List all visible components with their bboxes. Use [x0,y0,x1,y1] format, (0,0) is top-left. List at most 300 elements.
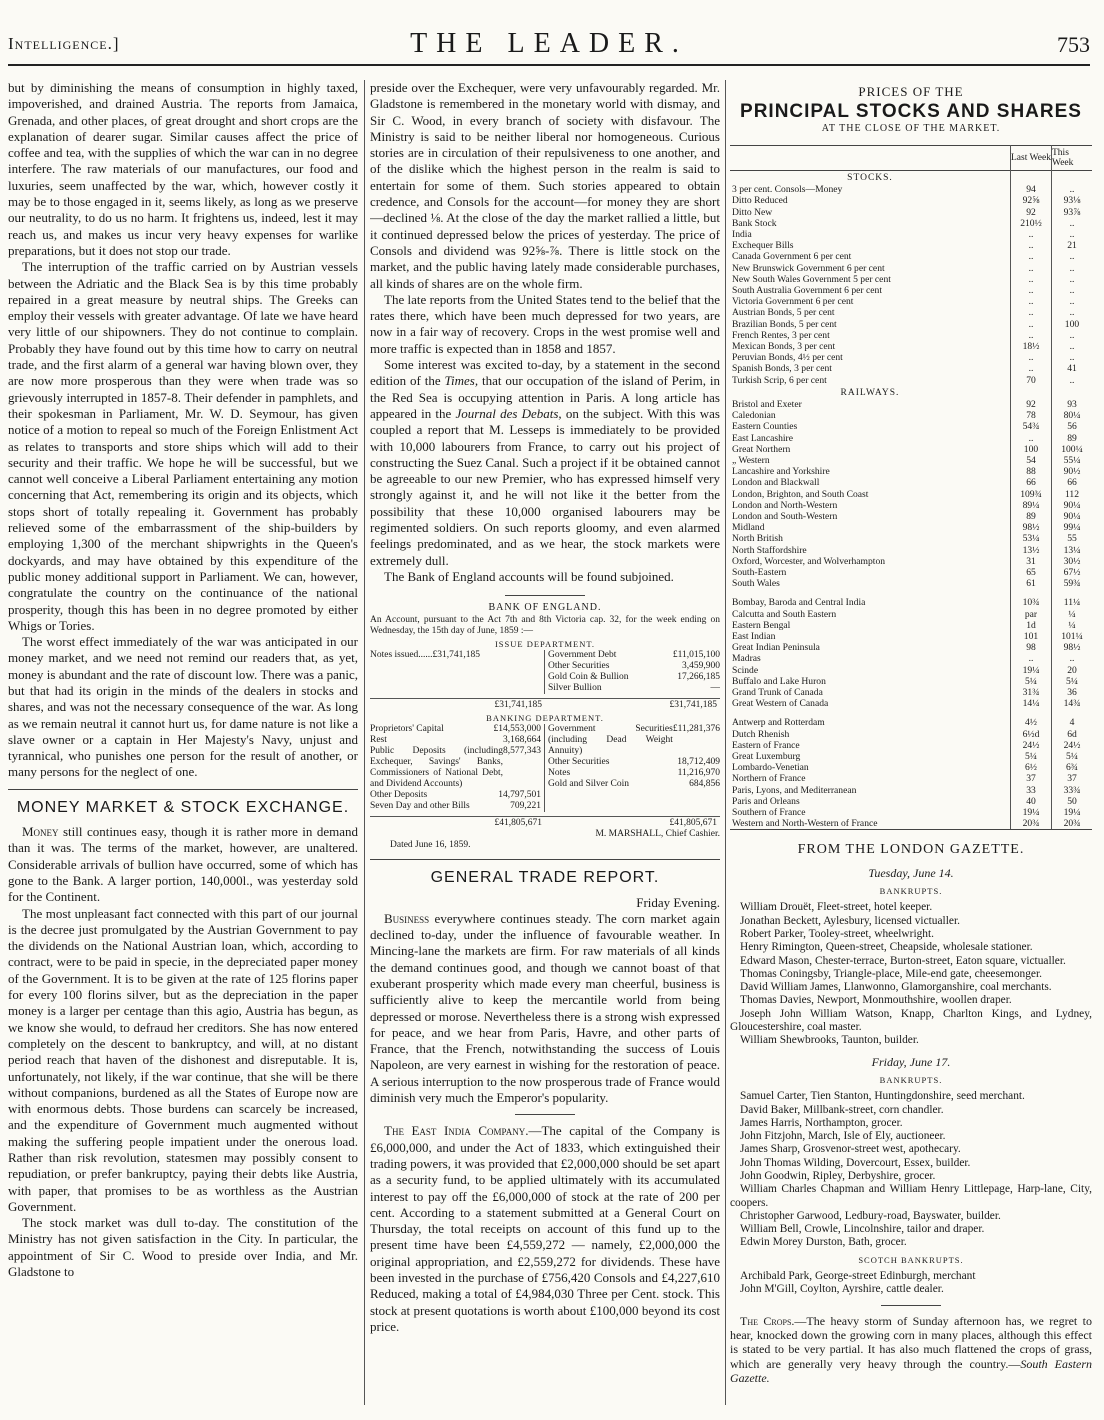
masthead-title: THE LEADER. [410,28,688,59]
last-week-price: 109¾ [1011,489,1052,500]
last-week-price: 37 [1011,773,1052,784]
last-week-price: 54¾ [1011,421,1052,432]
stock-name: Scinde [732,664,759,676]
account-label: Notes [548,768,571,779]
table-row [730,729,1092,740]
last-week-price: 13½ [1011,545,1052,556]
list-item: James Sharp, Grosvenor-street west, apothecary. [740,1143,961,1156]
last-week-price: 92 [1011,399,1052,410]
last-week-price: 92⅝ [1011,195,1052,206]
this-week-price: .. [1052,330,1093,341]
banking-department [370,724,720,812]
stock-name: East Indian [732,631,776,643]
issue-department-title: ISSUE DEPARTMENT. [494,639,596,650]
last-week-price: .. [1011,296,1052,307]
paragraph-part: Times, [444,373,479,389]
paragraph: The worst effect immediately of the war was anticipated in our money market, and we need not remind our readers that, as yet, money is abundant and the rate of discount low. There was a panic, but that had its origin in the minds of the dealers in stocks and shares, and was not the necessary consequence of the war. As long as we remain neutral it cannot hurt us, for dame nature is not like a slave owner or a captain in Her Majesty's Navy, unjust and tyrannical, who punishes one person for the result of another, or many persons for the neglect of one. [8,634,358,780]
page-header [8,30,1090,66]
header-last-week: Last Week [1011,145,1052,170]
this-week-price: 21 [1052,240,1093,251]
last-week-price: 53¼ [1011,533,1052,544]
last-week-price: .. [1011,263,1052,274]
account-label: Proprietors' Capital [370,724,444,735]
list-item: David Baker, Millbank-street, corn chandler. [740,1103,944,1116]
paragraph: but by diminishing the means of consumption in highly taxed, impoverished, and drained Austria. The reports from Jamaica, Grenada, and other places, of great drought and short crops are the explanation of dearer sugar. Similar causes affect the price of coffee and tea, with the supplies of which the war can in no degree interfere. The raw materials of our manufactures, our food and luxuries, seem unaffected by the war, which, however costly it may be to those engaged in it, seems likely, as long as we preserve our neutrality, to do us no harm. It frightens us, indeed, lest it may reach us, and makes us incur very heavy expenses for warlike preparations, but it does not stop our trade. [8,80,358,258]
this-week-price: 93⅞ [1052,207,1093,218]
this-week-price: 55¼ [1052,455,1093,466]
table-row [730,751,1092,762]
table-row [730,698,1092,709]
this-week-price: 55 [1052,533,1093,544]
stock-name: Eastern Counties [732,421,798,433]
paragraph: The interruption of the traffic carried on by Austrian vessels between the Adriatic and the Black Sea is by this time probably repaired in a great measure by neutral ships. The Greeks can employ their vessels with greater advantage. Of late we have heard very little of our shipowners. They do not continue to complain. Probably they have found out by this time how to carry on neutral trade, and the first alarm of a general war having blown over, they are now more prosperous than they were when trade was so grievously interrupted in 1857-8. Their defender in pamphlets, and their spokesman in Parliament, Mr. W. D. Seymour, has given notice of a motion to repeal so much of the Foreign Enlistment Act as relates to transports and store ships which will add to their security and their traffic. We hope he will be successful, but we cannot well conceive a Liberal Parliament entertaining any motion concerning that Act, remembering its origin and its objects, which stops short of totally repealing it. Government has probably relieved some of the embarrassment of the ship-builders by employing 1,300 of the merchant shipwrights in the Queen's dockyards, and may have obtained by this expenditure of the public money additional support in Parliament. We can, however, congratulate the country on the continuance of the national prosperity, though this has been in no degree promoted by either Whigs or Tories. [8,259,358,633]
this-week-price: 93 [1052,399,1093,410]
bank-title: BANK OF ENGLAND. [488,602,602,614]
this-week-price: 100¼ [1052,444,1093,455]
last-week-price: 98 [1011,642,1052,653]
account-line [548,672,720,683]
page-number: 753 [1057,32,1090,57]
last-week-price: .. [1011,433,1052,444]
stock-name: South Australia Government 6 per cent [732,284,883,296]
stocks-table-body [730,170,1092,830]
table-row [730,609,1092,620]
stock-name: London and Blackwall [732,477,820,489]
account-label: Gold Coin & Bullion [548,672,629,683]
cell-blank [1052,386,1093,399]
list-item: Thomas Coningsby, Triangle-place, Mile-end gate, cheesemonger. [740,967,1042,980]
account-value: 709,221 [510,801,541,812]
list-item: William Drouët, Fleet-street, hotel keeper. [740,901,933,914]
table-row [730,229,1092,240]
stock-name: Dutch Rhenish [732,728,790,740]
paragraph: everywhere continues steady. The corn market again declined to-day, under the influence of favourable weather. In Mincing-lane the markets are firm. For raw materials of all kinds the demand continues good, and though we cannot boast of that exuberant prosperity which made every man cheerful, business is sufficiently alive to keep the mercantile world from being depressed or morose. Nevertheless there is a strong wish expressed for peace, and we hear from Paris, Havre, and other parts of France, that the French, notwithstanding the success of Louis Napoleon, are very earnest in wishing for the restoration of peace. A serious interruption to the now prosperous trade of France would diminish very much the Emperor's popularity. [370,910,720,1106]
table-row [730,676,1092,687]
trade-report-heading: GENERAL TRADE REPORT. [430,869,660,887]
total: £41,805,671 [494,818,542,829]
account-label: Gold and Silver Coin [548,779,630,790]
account-line [548,757,720,768]
this-week-price: .. [1052,184,1093,195]
account-value: 17,266,185 [677,672,720,683]
table-row [730,251,1092,262]
column-rule [725,80,726,1405]
last-week-price: 40 [1011,796,1052,807]
banking-right [545,724,720,812]
paragraph: preside over the Exchequer, were very unfavourably regarded. Mr. Gladstone is remembered in the monetary world with dismay, and Sir C. Wood, in every branch of society with disfavour. The Ministry is said to be neither liberal nor homogeneous. Curious stories are in circulation of their repulsiveness to one another, and of the dislike which the highest person in the realm is said to entertain for some of them. Such stories appeared to obtain credence, and Consols for the account—for money they are short—declined ⅛. At the close of the day the market rallied a little, but it continued depressed below the prices of yesterday. The price of Consols and dividend was 92⅝-⅞. There is little stock on the market, and the public having lately made considerable purchases, all kinds of shares are on the whole firm. [370,80,720,291]
this-week-price: ¼ [1052,620,1093,631]
last-week-price: 4½ [1011,717,1052,728]
scotch-bankrupts-list [730,1270,1092,1297]
spacer-row [730,589,1092,597]
this-week-price: .. [1052,218,1093,229]
rule [515,1114,575,1115]
last-week-price: 54 [1011,455,1052,466]
table-row [730,556,1092,567]
column-3 [730,80,1092,1405]
this-week-price: .. [1052,285,1093,296]
table-row [730,375,1092,386]
table-row [730,352,1092,363]
table-row [730,296,1092,307]
dateline: Friday Evening. [636,894,720,910]
account-value: 18,712,409 [677,757,720,768]
bank-signature: M. MARSHALL, Chief Cashier. [595,829,720,840]
this-week-price: .. [1052,274,1093,285]
bank-intro: An Account, pursuant to the Act 7th and 8th Victoria cap. 32, for the week ending on Wednesday, the 15th day of June, 1859 :— [370,615,720,637]
this-week-price: .. [1052,653,1093,664]
cell-blank [1052,709,1093,717]
stock-name: Bank Stock [732,217,777,229]
stock-name: Lancashire and Yorkshire [732,466,830,478]
account-line [370,735,541,746]
stock-name: Eastern Bengal [732,619,791,631]
this-week-price: 67½ [1052,567,1093,578]
cell-blank [1011,589,1052,597]
stock-name: Bombay, Baroda and Central India [732,597,866,609]
last-week-price: 19¼ [1011,665,1052,676]
stock-name: French Rentes, 3 per cent [732,329,830,341]
last-week-price: 66 [1011,477,1052,488]
account-value: £14,553,000 [493,724,541,735]
last-week-price: .. [1011,352,1052,363]
account-value: 3,168,664 [503,735,541,746]
this-week-price: 90¼ [1052,511,1093,522]
paragraph: still continues easy, though it is rather more in demand than it was. The terms of the market, however, are unaltered. Considerable arrivals of bullion have occurred, some of which has gone to the Bank. A larger portion, 140,000l., was yesterday sold for the Continent. [8,824,358,905]
last-week-price: 100 [1011,444,1052,455]
account-value: — [710,683,720,694]
source-credit: South Eastern Gazette. [730,1356,1092,1385]
account-value: 3,459,900 [682,661,720,672]
this-week-price: 4 [1052,717,1093,728]
group-header-row [730,386,1092,399]
stock-name: Brazilian Bonds, 5 per cent [732,318,837,330]
this-week-price: 66 [1052,477,1093,488]
this-week-price: 36 [1052,687,1093,698]
stock-name: South-Eastern [732,567,787,578]
stock-name: London and South-Western [732,510,838,522]
list-item: William Shewbrooks, Taunton, builder. [740,1034,919,1047]
group-header-row [730,170,1092,184]
stock-name: Lombardo-Venetian [732,762,809,774]
table-row [730,285,1092,296]
table-row [730,785,1092,796]
table-row [730,522,1092,533]
cell-blank [1052,589,1093,597]
this-week-price: 6d [1052,729,1093,740]
stock-name: Paris, Lyons, and Mediterranean [732,784,857,796]
last-week-price: 24½ [1011,740,1052,751]
spacer-row [730,709,1092,717]
list-item: Samuel Carter, Tien Stanton, Huntingdonshire, seed merchant. [740,1090,1025,1103]
last-week-price: par [1011,609,1052,620]
stock-name: Mexican Bonds, 3 per cent [732,340,836,352]
issue-department [370,650,720,694]
paragraph-part: Some interest was excited to-day, by a statement in the second edition of the [370,357,720,389]
list-item: Robert Parker, Tooley-street, wheelwright. [740,927,935,940]
stock-name: Oxford, Worcester, and Wolverhampton [732,555,886,567]
stock-name: Great Indian Peninsula [732,642,820,654]
stock-name: New Brunswick Government 6 per cent [732,262,885,274]
this-week-price: 99¼ [1052,522,1093,533]
last-week-price: .. [1011,319,1052,330]
table-row [730,263,1092,274]
stock-name: North British [732,533,783,545]
column-rule [364,80,365,1405]
table-row [730,597,1092,608]
gazette-heading: FROM THE LONDON GAZETTE. [797,842,1025,858]
last-week-price: 31 [1011,556,1052,567]
last-week-price: 101 [1011,631,1052,642]
this-week-price: 90¼ [1052,500,1093,511]
this-week-price: .. [1052,263,1093,274]
paragraph-part: that our occupation of the island of Perim, in the Red Sea is occupying attention in Paris. A long article has appeared in the [370,373,720,421]
last-week-price: 88 [1011,466,1052,477]
cell-blank [1011,386,1052,399]
stock-name: Ditto Reduced [732,195,788,207]
last-week-price: 65 [1011,567,1052,578]
list-item: Thomas Davies, Newport, Monmouthshire, woollen draper. [740,994,1012,1007]
table-row [730,218,1092,229]
cell-blank [730,709,1011,717]
header-this-week: This Week [1052,145,1093,170]
section-label: Intelligence.] [8,34,120,53]
table-row [730,489,1092,500]
stock-name: South Wales [732,578,780,590]
stock-name: Great Western of Canada [732,698,829,710]
last-week-price: .. [1011,229,1052,240]
table-row [730,319,1092,330]
this-week-price: 93⅛ [1052,195,1093,206]
issue-right [545,650,720,694]
table-row [730,399,1092,410]
gazette-caption: BANKRUPTS. [879,1074,943,1085]
account-label: Seven Day and other Bills [370,801,470,812]
stock-name: Canada Government 6 per cent [732,251,852,263]
this-week-price: .. [1052,251,1093,262]
stocks-subtitle: AT THE CLOSE OF THE MARKET. [821,122,1001,134]
this-week-price: ¼ [1052,609,1093,620]
rule [881,1305,941,1306]
stock-name: East Lancashire [732,432,793,444]
stock-name: India [732,228,752,240]
last-week-price: .. [1011,653,1052,664]
stock-name: Peruvian Bonds, 4½ per cent [732,352,843,364]
last-week-price: .. [1011,285,1052,296]
table-row [730,330,1092,341]
account-label: Silver Bullion [548,683,602,694]
list-item: Henry Rimington, Queen-street, Cheapside, wholesale stationer. [740,941,1033,954]
stock-name: Northern of France [732,773,806,785]
gazette-caption: BANKRUPTS. [879,886,943,897]
last-week-price: 210½ [1011,218,1052,229]
stocks-kicker: PRICES OF THE [858,84,964,99]
last-week-price: .. [1011,240,1052,251]
cell-blank [1011,709,1052,717]
list-item: James Harris, Northampton, grocer. [740,1116,903,1129]
stock-name: Madras [732,653,761,665]
stock-name: Turkish Scrip, 6 per cent [732,374,827,386]
stock-name: Midland [732,522,765,534]
last-week-price: 31¾ [1011,687,1052,698]
list-item: Edwin Morey Durston, Bath, grocer. [740,1236,907,1249]
banking-department-title: BANKING DEPARTMENT. [486,713,604,724]
table-row [730,184,1092,195]
lead-word: The East India Company. [384,1123,529,1139]
table-row [730,762,1092,773]
stock-name: Eastern of France [732,739,800,751]
stock-name: Calcutta and South Eastern [732,608,837,620]
this-week-price: .. [1052,341,1093,352]
account-value: 8,577,343 [503,746,541,757]
table-row [730,687,1092,698]
paragraph: The late reports from the United States tend to the belief that the rates there, which have been much depressed for two years, are now in a fair way of recovery. Crops in the west promise well and more traffic is expected than in 1858 and 1857. [370,291,720,356]
table-row [730,363,1092,374]
london-gazette [730,842,1092,1385]
table-row [730,818,1092,830]
table-row [730,500,1092,511]
table-row [730,807,1092,818]
this-week-price: 20 [1052,665,1093,676]
last-week-price: 14¼ [1011,698,1052,709]
table-row [730,466,1092,477]
account-line [370,801,541,812]
this-week-price: 11¼ [1052,597,1093,608]
table-row [730,433,1092,444]
stock-name: „ Western [732,454,770,466]
table-row [730,567,1092,578]
list-item: Joseph John William Watson, Knapp, Charlton Kings, and Lydney, Gloucestershire, coal master. [730,1007,1092,1034]
table-row [730,341,1092,352]
list-item: Edward Mason, Chester-terrace, Burton-street, Eaton square, victualler. [740,954,1066,967]
lead-word: The Crops. [740,1313,795,1328]
section-divider [370,859,720,860]
list-item: Christopher Garwood, Ledbury-road, Bayswater, builder. [740,1209,1001,1222]
this-week-price: 24½ [1052,740,1093,751]
account-value: 11,216,970 [677,768,720,779]
table-row [730,477,1092,488]
table-row [730,274,1092,285]
last-week-price: 98½ [1011,522,1052,533]
table-row [730,642,1092,653]
lead-word: Business [384,910,430,926]
total: £41,805,671 [669,818,717,829]
this-week-price: 41 [1052,363,1093,374]
this-week-price: 112 [1052,489,1093,500]
stock-name: Great Northern [732,443,791,455]
this-week-price: 50 [1052,796,1093,807]
table-row [730,207,1092,218]
stock-name: London and North-Western [732,499,838,511]
this-week-price: 33¾ [1052,785,1093,796]
list-item: John M'Gill, Coylton, Ayrshire, cattle dealer. [740,1283,944,1296]
account-label: Government Securities (including Dead Weight Annuity) [548,724,673,757]
group-title: STOCKS. [847,172,893,183]
last-week-price: 70 [1011,375,1052,386]
stock-name: Antwerp and Rotterdam [732,717,825,729]
banking-totals [370,816,720,829]
this-week-price: 5¼ [1052,751,1093,762]
table-row [730,307,1092,318]
bank-of-england-account [370,602,720,851]
account-label: Other Securities [548,661,610,672]
last-week-price: .. [1011,307,1052,318]
last-week-price: 6½d [1011,729,1052,740]
column-2 [370,80,720,1405]
last-week-price: 5¼ [1011,676,1052,687]
this-week-price: 80¼ [1052,410,1093,421]
stock-name: Great Luxemburg [732,751,801,763]
account-label: Other Deposits [370,790,428,801]
last-week-price: 1d [1011,620,1052,631]
account-label: Other Securities [548,757,610,768]
stock-name: Spanish Bonds, 3 per cent [732,363,832,375]
last-week-price: 20¾ [1011,818,1052,830]
stocks-table [730,145,1092,831]
section-divider [8,789,358,790]
lead-word: Money [22,824,59,840]
stock-name: Caledonian [732,410,776,422]
column-1 [8,80,358,1405]
this-week-price: 101¼ [1052,631,1093,642]
this-week-price: 90½ [1052,466,1093,477]
table-row [730,410,1092,421]
account-line [370,746,541,790]
gazette-day: Tuesday, June 14. [868,865,954,880]
last-week-price: 18½ [1011,341,1052,352]
bankrupts-list [730,901,1092,1047]
table-row [730,545,1092,556]
last-week-price: 61 [1011,578,1052,589]
account-line [370,790,541,801]
table-row [730,740,1092,751]
list-item: John Goodwin, Ripley, Derbyshire, grocer. [740,1170,936,1182]
last-week-price: .. [1011,274,1052,285]
account-line [548,779,720,790]
table-row [730,444,1092,455]
this-week-price: 13¼ [1052,545,1093,556]
stock-name: Western and North-Western of France [730,818,1011,830]
list-item: John Fitzjohn, March, Isle of Ely, auctioneer. [740,1130,946,1143]
this-week-price: 20¾ [1052,818,1093,830]
stock-name: Paris and Orleans [732,795,800,807]
this-week-price: 14¾ [1052,698,1093,709]
issue-totals [370,698,720,711]
table-row [730,455,1092,466]
table-row [730,773,1092,784]
this-week-price: .. [1052,296,1093,307]
group-title: RAILWAYS. [840,387,900,398]
paragraph: —The capital of the Company is £6,000,000, and under the Act of 1833, which extinguished their trading powers, it was provided that £2,000,000 should be set apart as a security fund, to be applied ultimately with its accumulated interest to pay off the £6,000,000 of stock at the rate of 200 per cent. According to a statement submitted at a General Court on Thursday, the total receipts on account of this fund up to the present time have been £4,559,272 — namely, £2,000,000 the original appropriation, and £2,559,272 for dividends. These have been invested in the purchase of £756,420 Consols and £4,227,610 Reduced, making a total of £4,984,030 Three per Cent. stock. This stock at present quotations is worth about £100,000 beyond its cost price. [370,1123,720,1334]
list-item: Archibald Park, George-street Edinburgh, merchant [740,1270,976,1283]
this-week-price: .. [1052,229,1093,240]
table-row [730,717,1092,728]
money-market-heading: MONEY MARKET & STOCK EXCHANGE. [16,798,350,816]
this-week-price: 19¼ [1052,807,1093,818]
last-week-price: 6½ [1011,762,1052,773]
issue-left: Notes issued......£31,741,185 [370,650,545,694]
stocks-title: PRINCIPAL STOCKS AND SHARES [740,101,1082,123]
account-label: Rest [370,735,387,746]
this-week-price: 30½ [1052,556,1093,567]
last-week-price: 89 [1011,511,1052,522]
paragraph-part: Journal des Debats, [455,405,562,421]
gazette-day: Friday, June 17. [871,1054,951,1069]
account-label: Government Debt [548,650,617,661]
gazette-caption: SCOTCH BANKRUPTS. [858,1254,964,1265]
last-week-price: .. [1011,363,1052,374]
table-header [730,145,1092,170]
